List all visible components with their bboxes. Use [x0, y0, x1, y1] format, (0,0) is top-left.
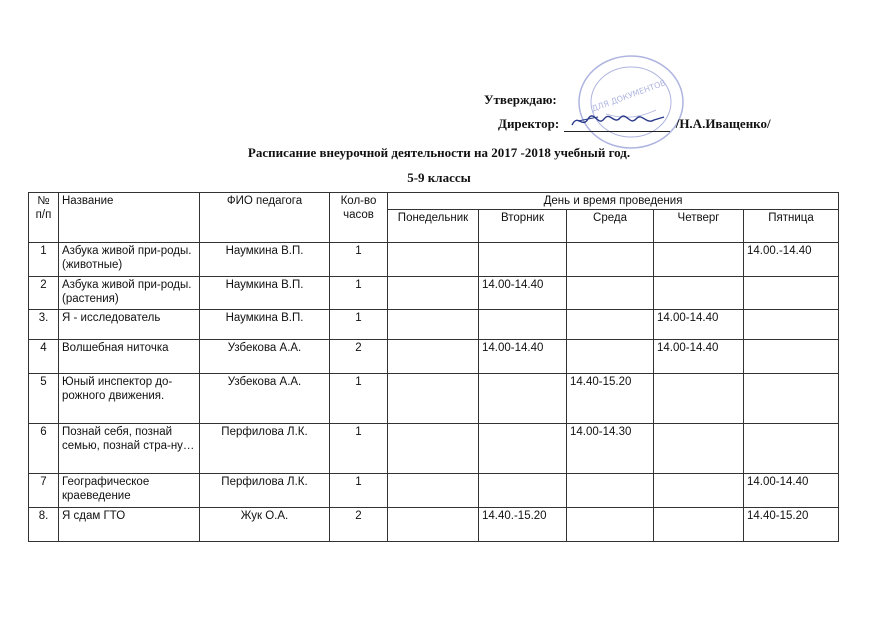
cell-num: 8.	[29, 508, 59, 542]
cell-num: 4	[29, 340, 59, 374]
cell-tue: 14.00-14.40	[479, 277, 567, 310]
cell-num: 7	[29, 474, 59, 508]
director-line	[498, 116, 771, 132]
cell-name: Юный инспектор до-рожного движения.	[59, 374, 200, 424]
cell-num: 5	[29, 374, 59, 424]
cell-hours: 2	[330, 340, 388, 374]
cell-thu: 14.00-14.40	[654, 310, 744, 340]
director-label: Директор:	[498, 116, 560, 131]
page-subtitle: 5-9 классы	[407, 170, 471, 185]
cell-thu	[654, 424, 744, 474]
signature	[564, 117, 670, 132]
cell-teacher: Наумкина В.П.	[200, 277, 330, 310]
header-day-wed: Среда	[567, 210, 654, 243]
header-day-fri: Пятница	[744, 210, 839, 243]
cell-mon	[388, 277, 479, 310]
cell-thu	[654, 474, 744, 508]
cell-tue	[479, 374, 567, 424]
cell-wed	[567, 340, 654, 374]
cell-tue	[479, 243, 567, 277]
cell-num: 3.	[29, 310, 59, 340]
cell-hours: 1	[330, 277, 388, 310]
cell-fri	[744, 374, 839, 424]
cell-wed	[567, 277, 654, 310]
cell-name: Географическое краеведение	[59, 474, 200, 508]
header-day-thu: Четверг	[654, 210, 744, 243]
table-row	[29, 277, 839, 310]
cell-tue	[479, 424, 567, 474]
cell-fri	[744, 310, 839, 340]
cell-thu	[654, 374, 744, 424]
cell-mon	[388, 243, 479, 277]
cell-mon	[388, 310, 479, 340]
seal-stamp-icon	[576, 52, 686, 152]
table-row	[29, 508, 839, 542]
cell-fri	[744, 277, 839, 310]
cell-fri: 14.00.-14.40	[744, 243, 839, 277]
approve-label: Утверждаю:	[484, 92, 557, 107]
cell-hours: 1	[330, 474, 388, 508]
cell-name: Азбука живой при-роды.(растения)	[59, 277, 200, 310]
cell-teacher: Жук О.А.	[200, 508, 330, 542]
cell-wed	[567, 508, 654, 542]
cell-name: Я сдам ГТО	[59, 508, 200, 542]
cell-mon	[388, 474, 479, 508]
table-row	[29, 310, 839, 340]
header-hours: Кол-во часов	[330, 193, 388, 243]
cell-fri: 14.00-14.40	[744, 474, 839, 508]
cell-thu	[654, 243, 744, 277]
cell-hours: 1	[330, 310, 388, 340]
cell-tue	[479, 310, 567, 340]
header-teacher: ФИО педагога	[200, 193, 330, 243]
cell-mon	[388, 340, 479, 374]
cell-wed	[567, 310, 654, 340]
cell-num: 2	[29, 277, 59, 310]
cell-mon	[388, 508, 479, 542]
cell-teacher: Перфилова Л.К.	[200, 474, 330, 508]
cell-fri: 14.40-15.20	[744, 508, 839, 542]
table-row	[29, 424, 839, 474]
cell-mon	[388, 424, 479, 474]
table-row	[29, 474, 839, 508]
cell-wed	[567, 474, 654, 508]
schedule-table	[28, 192, 839, 542]
cell-thu: 14.00-14.40	[654, 340, 744, 374]
cell-hours: 1	[330, 424, 388, 474]
cell-wed	[567, 243, 654, 277]
cell-thu	[654, 508, 744, 542]
cell-teacher: Перфилова Л.К.	[200, 424, 330, 474]
header-num: № п/п	[29, 193, 59, 243]
cell-fri	[744, 340, 839, 374]
cell-mon	[388, 374, 479, 424]
header-schedule: День и время проведения	[388, 193, 839, 210]
cell-tue: 14.40.-15.20	[479, 508, 567, 542]
cell-num: 1	[29, 243, 59, 277]
cell-name: Волшебная ниточка	[59, 340, 200, 374]
table-row	[29, 243, 839, 277]
cell-num: 6	[29, 424, 59, 474]
cell-hours: 2	[330, 508, 388, 542]
page-title: Расписание внеурочной деятельности на 2017 -2018 учебный год.	[247, 145, 631, 160]
cell-teacher: Наумкина В.П.	[200, 243, 330, 277]
cell-name: Азбука живой при-роды.(животные)	[59, 243, 200, 277]
header-name: Название	[59, 193, 200, 243]
table-row	[29, 374, 839, 424]
header-day-mon: Понедельник	[388, 210, 479, 243]
stamp-text: ДЛЯ ДОКУМЕНТОВ	[590, 78, 668, 114]
cell-thu	[654, 277, 744, 310]
cell-tue: 14.00-14.40	[479, 340, 567, 374]
cell-fri	[744, 424, 839, 474]
cell-tue	[479, 474, 567, 508]
header-day-tue: Вторник	[479, 210, 567, 243]
table-row	[29, 340, 839, 374]
cell-name: Познай себя, познай семью, познай стра-ну…	[59, 424, 200, 474]
cell-teacher: Наумкина В.П.	[200, 310, 330, 340]
cell-name: Я - исследователь	[59, 310, 200, 340]
director-name: /Н.А.Иващенко/	[675, 116, 771, 131]
cell-wed: 14.40-15.20	[567, 374, 654, 424]
cell-hours: 1	[330, 374, 388, 424]
cell-hours: 1	[330, 243, 388, 277]
cell-teacher: Узбекова А.А.	[200, 340, 330, 374]
cell-teacher: Узбекова А.А.	[200, 374, 330, 424]
cell-wed: 14.00-14.30	[567, 424, 654, 474]
signature-icon	[568, 111, 668, 131]
